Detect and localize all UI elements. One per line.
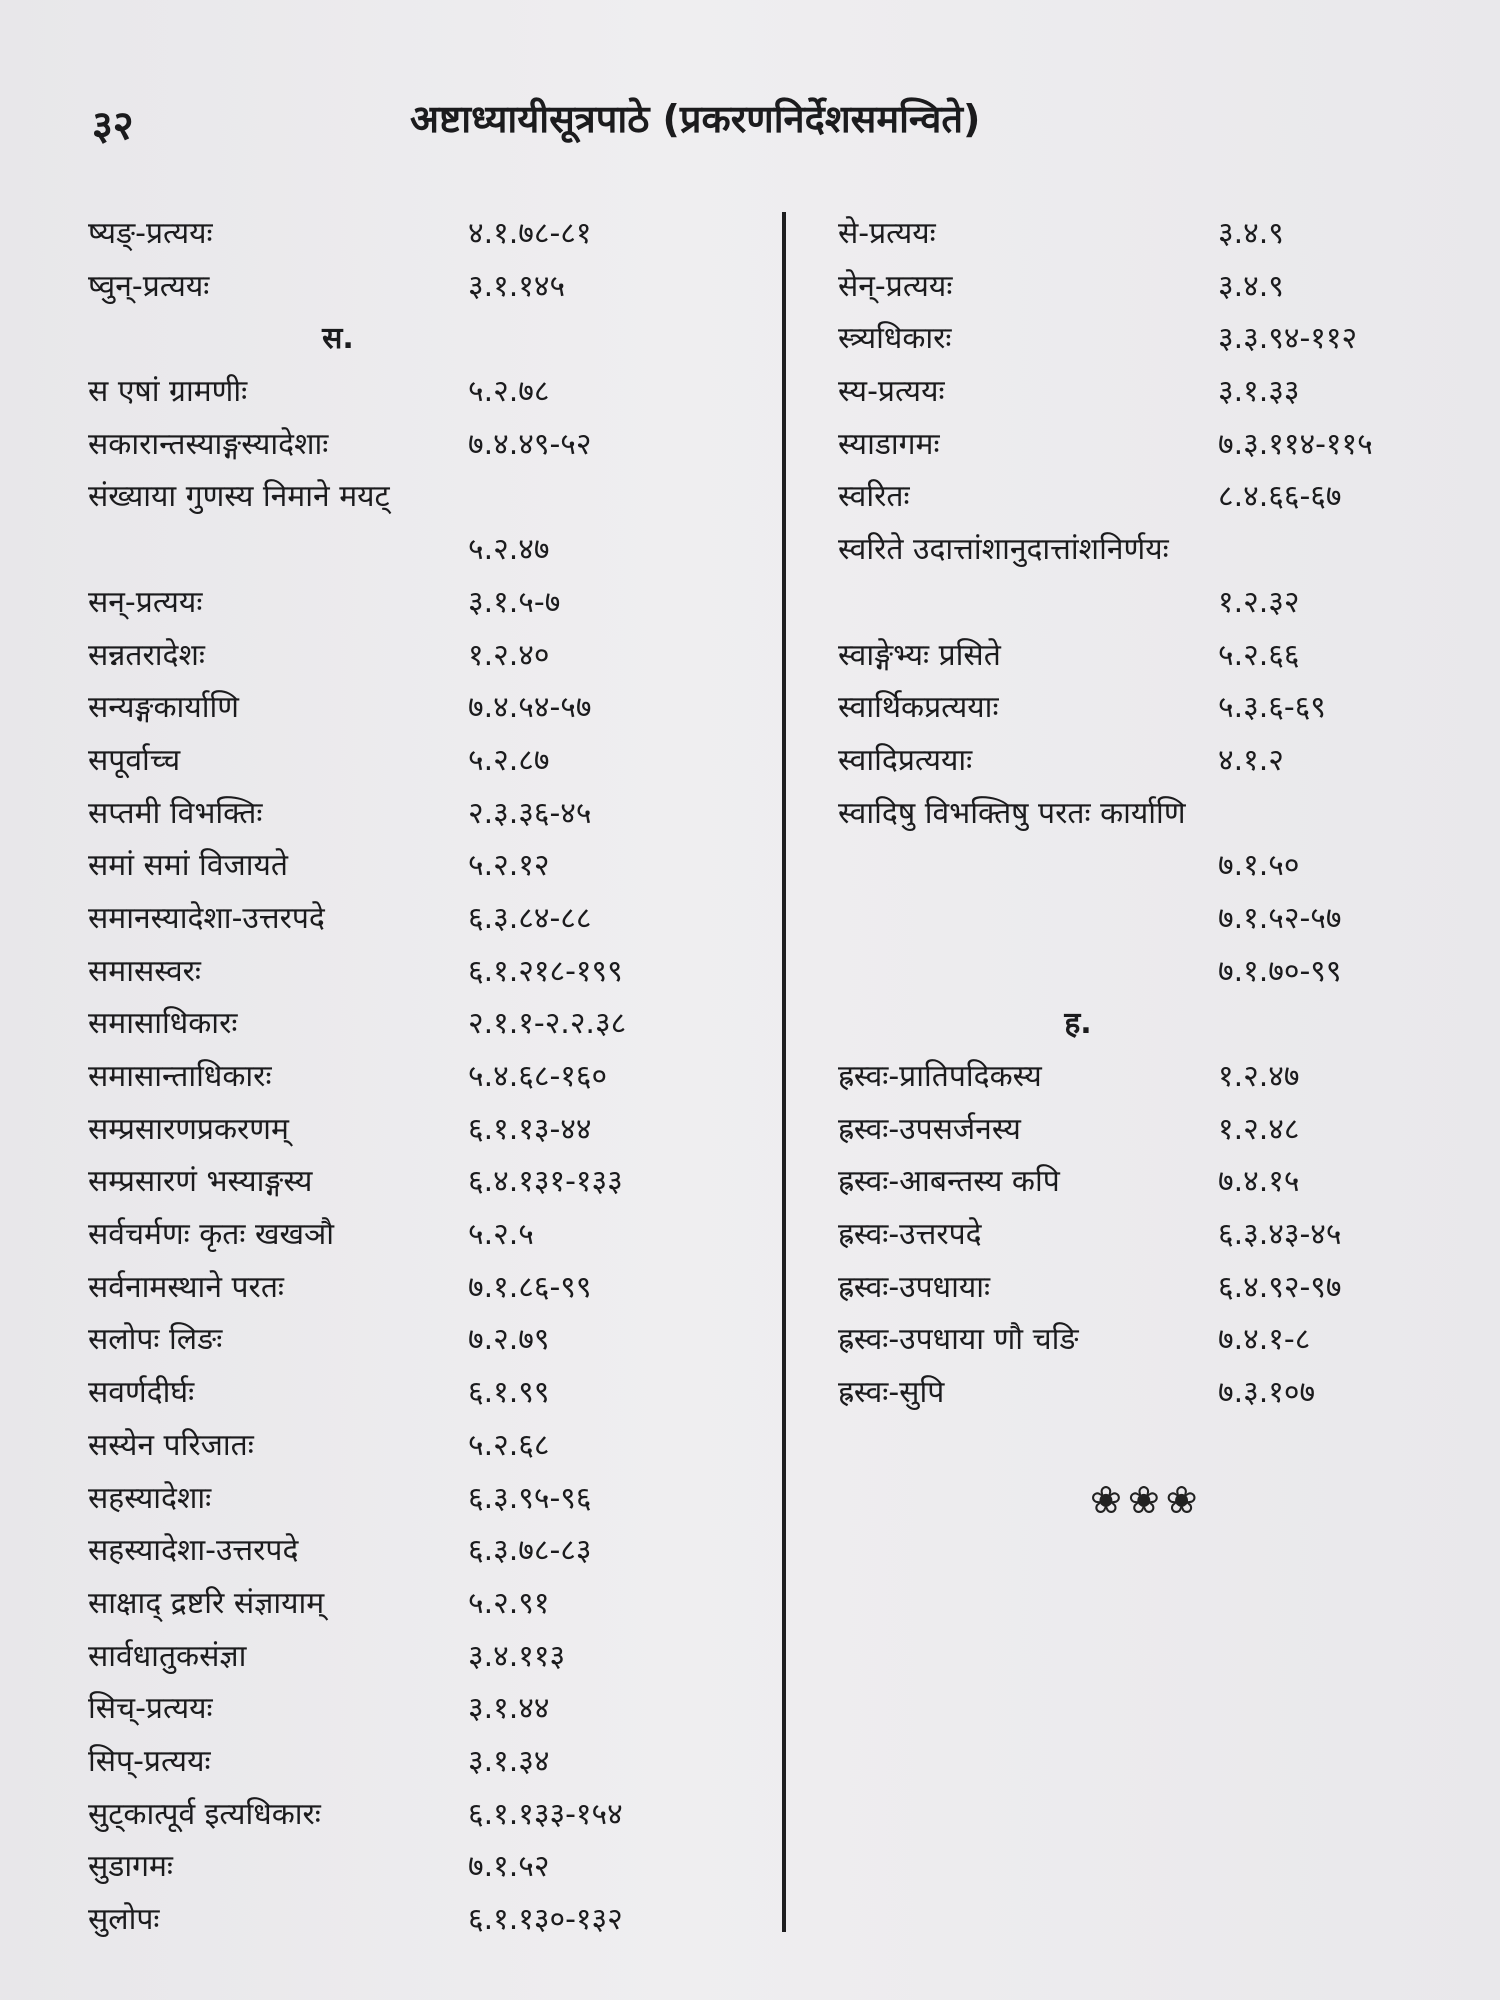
entry-sutra-reference: ५.२.९१ bbox=[468, 1585, 550, 1621]
entry-term: ह्रस्वः-उपधाया णौ चङि bbox=[838, 1322, 1079, 1358]
entry-sutra-reference: ६.१.२१८-१९९ bbox=[468, 953, 623, 989]
index-entry bbox=[88, 1209, 768, 1262]
entry-sutra-reference: ६.१.९९ bbox=[468, 1375, 550, 1411]
index-entry bbox=[88, 1736, 768, 1789]
entry-sutra-reference: ६.४.१३१-१३३ bbox=[468, 1164, 623, 1200]
entry-term: स्य-प्रत्ययः bbox=[838, 374, 945, 410]
entry-sutra-reference: ३.१.३३ bbox=[1218, 374, 1300, 410]
index-entry bbox=[838, 946, 1458, 999]
index-entry bbox=[88, 208, 768, 261]
section-letter: स. bbox=[322, 321, 354, 357]
entry-sutra-reference: ५.२.८७ bbox=[468, 742, 550, 778]
entry-sutra-reference: ५.२.६८ bbox=[468, 1427, 550, 1463]
index-entry bbox=[88, 998, 768, 1051]
entry-sutra-reference: ४.१.७८-८१ bbox=[468, 216, 592, 251]
entry-term: समासाधिकारः bbox=[88, 1006, 238, 1042]
entry-sutra-reference: ७.४.४९-५२ bbox=[468, 426, 592, 462]
index-entry bbox=[88, 1631, 768, 1684]
entry-sutra-reference: ७.४.१५ bbox=[1218, 1164, 1300, 1200]
index-entry bbox=[838, 208, 1458, 261]
entry-sutra-reference: ७.४.१-८ bbox=[1218, 1322, 1311, 1358]
index-entry bbox=[838, 1104, 1458, 1157]
entry-sutra-reference: ३.४.९ bbox=[1218, 268, 1284, 304]
entry-term: सर्वनामस्थाने परतः bbox=[88, 1269, 284, 1305]
entry-term: स्वाङ्गेभ्यः प्रसिते bbox=[838, 637, 1001, 673]
index-entry bbox=[88, 471, 768, 524]
entry-term: सुट्कात्पूर्व इत्यधिकारः bbox=[88, 1796, 321, 1832]
entry-sutra-reference: २.१.१-२.२.३८ bbox=[468, 1006, 627, 1042]
index-entry bbox=[88, 1473, 768, 1526]
index-entry bbox=[88, 1894, 768, 1947]
index-entry bbox=[88, 524, 768, 577]
entry-sutra-reference: ७.१.८६-९९ bbox=[468, 1269, 592, 1305]
entry-sutra-reference: ६.१.१३-४४ bbox=[468, 1111, 592, 1147]
entry-sutra-reference: ३.१.५-७ bbox=[468, 584, 561, 620]
entry-term: सप्तमी विभक्तिः bbox=[88, 795, 263, 831]
entry-sutra-reference: ३.१.४४ bbox=[468, 1691, 550, 1727]
entry-sutra-reference: ७.३.११४-११५ bbox=[1218, 426, 1373, 462]
index-entry bbox=[838, 419, 1458, 472]
entry-sutra-reference: १.२.३२ bbox=[1218, 584, 1300, 620]
entry-sutra-reference: ७.३.१०७ bbox=[1218, 1375, 1316, 1411]
index-entry bbox=[88, 366, 768, 419]
column-divider bbox=[782, 212, 786, 1932]
entry-sutra-reference: ७.१.५० bbox=[1218, 848, 1300, 884]
index-entry bbox=[838, 630, 1458, 683]
entry-sutra-reference: ७.४.५४-५७ bbox=[468, 690, 592, 726]
index-entry bbox=[88, 1156, 768, 1209]
index-entry bbox=[838, 788, 1458, 841]
entry-sutra-reference: ३.३.९४-११२ bbox=[1218, 321, 1358, 357]
entry-sutra-reference: ७.१.५२-५७ bbox=[1218, 900, 1342, 936]
entry-term: सपूर्वाच्च bbox=[88, 742, 181, 778]
page-number: ३२ bbox=[92, 103, 134, 149]
entry-sutra-reference: ७.२.७९ bbox=[468, 1322, 550, 1358]
entry-term: ह्रस्वः-आबन्तस्य कपि bbox=[838, 1164, 1060, 1200]
entry-term: सम्प्रसारणप्रकरणम् bbox=[88, 1111, 289, 1147]
entry-term: ष्वुन्-प्रत्ययः bbox=[88, 268, 210, 304]
right-index-column bbox=[838, 208, 1458, 1420]
index-entry bbox=[88, 419, 768, 472]
entry-term: स्वरितः bbox=[838, 479, 910, 515]
entry-term: स एषां ग्रामणीः bbox=[88, 374, 248, 410]
entry-term: सहस्यादेशा-उत्तरपदे bbox=[88, 1533, 299, 1569]
entry-sutra-reference: ५.२.७८ bbox=[468, 374, 550, 410]
entry-term: समां समां विजायते bbox=[88, 848, 289, 884]
index-entry bbox=[88, 261, 768, 314]
index-entry bbox=[838, 1367, 1458, 1420]
entry-term: स्याडागमः bbox=[838, 426, 940, 462]
index-entry bbox=[838, 1209, 1458, 1262]
section-heading bbox=[88, 313, 768, 366]
page-title: अष्टाध्यायीसूत्रपाठे (प्रकरणनिर्देशसमन्विते) bbox=[410, 97, 981, 141]
index-entry bbox=[88, 1789, 768, 1842]
entry-sutra-reference: ६.१.१३३-१५४ bbox=[468, 1796, 623, 1832]
left-index-column bbox=[88, 208, 768, 1947]
entry-term: स्त्र्यधिकारः bbox=[838, 321, 952, 357]
entry-term: साक्षाद् द्रष्टरि संज्ञायाम् bbox=[88, 1585, 325, 1621]
end-ornament-icon: ❀❀❀ bbox=[1090, 1478, 1204, 1522]
index-entry bbox=[88, 735, 768, 788]
index-entry bbox=[88, 1314, 768, 1367]
index-entry bbox=[838, 1051, 1458, 1104]
entry-sutra-reference: ५.२.६६ bbox=[1218, 637, 1300, 673]
entry-sutra-reference: ३.४.९ bbox=[1218, 216, 1284, 251]
entry-term: सुडागमः bbox=[88, 1849, 173, 1885]
entry-term: सार्वधातुकसंज्ञा bbox=[88, 1638, 247, 1674]
entry-term: संख्याया गुणस्य निमाने मयट् bbox=[88, 479, 390, 515]
entry-term: समासान्ताधिकारः bbox=[88, 1059, 272, 1094]
entry-sutra-reference: ६.३.८४-८८ bbox=[468, 900, 592, 936]
index-entry bbox=[88, 1104, 768, 1157]
index-entry bbox=[88, 1262, 768, 1315]
entry-sutra-reference: १.२.४० bbox=[468, 637, 550, 673]
index-entry bbox=[838, 1156, 1458, 1209]
entry-sutra-reference: ५.४.६८-१६० bbox=[468, 1059, 608, 1094]
entry-sutra-reference: ५.३.६-६९ bbox=[1218, 690, 1326, 726]
section-letter: ह. bbox=[1064, 1006, 1092, 1042]
entry-sutra-reference: ३.१.१४५ bbox=[468, 268, 566, 304]
index-entry bbox=[88, 893, 768, 946]
entry-term: सम्प्रसारणं भस्याङ्गस्य bbox=[88, 1164, 313, 1200]
entry-sutra-reference: ३.१.३४ bbox=[468, 1743, 550, 1779]
entry-term: स्वार्थिकप्रत्ययाः bbox=[838, 690, 999, 726]
index-entry bbox=[88, 1841, 768, 1894]
entry-term: स्वादिषु विभक्तिषु परतः कार्याणि bbox=[838, 795, 1186, 831]
index-entry bbox=[838, 735, 1458, 788]
entry-term: सर्वचर्मणः कृतः खखञौ bbox=[88, 1217, 335, 1253]
index-entry bbox=[838, 366, 1458, 419]
index-entry bbox=[838, 1314, 1458, 1367]
index-entry bbox=[838, 313, 1458, 366]
page-header bbox=[0, 88, 1500, 148]
entry-sutra-reference: १.२.४८ bbox=[1218, 1111, 1300, 1147]
entry-term: ह्रस्वः-उपधायाः bbox=[838, 1269, 991, 1305]
index-entry bbox=[88, 1420, 768, 1473]
entry-term: सन्-प्रत्ययः bbox=[88, 584, 203, 620]
entry-term: ह्रस्वः-उत्तरपदे bbox=[838, 1217, 982, 1253]
entry-term: सहस्यादेशाः bbox=[88, 1480, 212, 1516]
index-entry bbox=[88, 577, 768, 630]
index-entry bbox=[838, 577, 1458, 630]
entry-term: सिप्-प्रत्ययः bbox=[88, 1743, 211, 1779]
entry-term: ह्रस्वः-प्रातिपदिकस्य bbox=[838, 1059, 1042, 1094]
entry-sutra-reference: ८.४.६६-६७ bbox=[1218, 479, 1342, 515]
index-entry bbox=[838, 682, 1458, 735]
index-entry bbox=[838, 893, 1458, 946]
entry-sutra-reference: ५.२.१२ bbox=[468, 848, 550, 884]
entry-term: स्वरिते उदात्तांशानुदात्तांशनिर्णयः bbox=[838, 532, 1169, 568]
entry-sutra-reference: ७.१.५२ bbox=[468, 1849, 550, 1885]
index-entry bbox=[88, 1578, 768, 1631]
entry-sutra-reference: ६.३.९५-९६ bbox=[468, 1480, 592, 1516]
index-entry bbox=[838, 471, 1458, 524]
entry-sutra-reference: ६.३.४३-४५ bbox=[1218, 1217, 1342, 1253]
entry-sutra-reference: ७.१.७०-९९ bbox=[1218, 953, 1342, 989]
entry-term: से-प्रत्ययः bbox=[838, 216, 936, 251]
entry-term: सलोपः लिङः bbox=[88, 1322, 223, 1358]
entry-sutra-reference: ६.४.९२-९७ bbox=[1218, 1269, 1342, 1305]
entry-sutra-reference: ६.३.७८-८३ bbox=[468, 1533, 592, 1569]
entry-sutra-reference: १.२.४७ bbox=[1218, 1059, 1300, 1094]
index-entry bbox=[838, 261, 1458, 314]
index-entry bbox=[88, 840, 768, 893]
entry-term: ह्रस्वः-उपसर्जनस्य bbox=[838, 1111, 1021, 1147]
index-entry bbox=[88, 1367, 768, 1420]
section-heading bbox=[838, 998, 1458, 1051]
entry-sutra-reference: ५.२.४७ bbox=[468, 532, 550, 568]
entry-term: सन्यङ्गकार्याणि bbox=[88, 690, 239, 726]
entry-sutra-reference: ५.२.५ bbox=[468, 1217, 534, 1253]
entry-term: सस्येन परिजातः bbox=[88, 1427, 254, 1463]
index-entry bbox=[88, 630, 768, 683]
index-entry bbox=[88, 946, 768, 999]
entry-term: सवर्णदीर्घः bbox=[88, 1375, 195, 1411]
entry-sutra-reference: २.३.३६-४५ bbox=[468, 795, 592, 831]
index-entry bbox=[88, 1683, 768, 1736]
entry-term: समासस्वरः bbox=[88, 953, 201, 989]
index-entry bbox=[88, 1525, 768, 1578]
index-entry bbox=[838, 840, 1458, 893]
entry-term: समानस्यादेशा-उत्तरपदे bbox=[88, 900, 325, 936]
index-entry bbox=[88, 682, 768, 735]
entry-term: सन्नतरादेशः bbox=[88, 637, 205, 673]
entry-sutra-reference: ६.१.१३०-१३२ bbox=[468, 1902, 623, 1937]
entry-term: ष्यङ्-प्रत्ययः bbox=[88, 216, 213, 251]
entry-sutra-reference: ३.४.११३ bbox=[468, 1638, 566, 1674]
index-entry bbox=[838, 524, 1458, 577]
index-entry bbox=[88, 1051, 768, 1104]
index-entry bbox=[838, 1262, 1458, 1315]
entry-sutra-reference: ४.१.२ bbox=[1218, 742, 1284, 778]
index-entry bbox=[88, 788, 768, 841]
entry-term: सेन्-प्रत्ययः bbox=[838, 268, 953, 304]
entry-term: ह्रस्वः-सुपि bbox=[838, 1375, 945, 1411]
entry-term: सुलोपः bbox=[88, 1902, 160, 1937]
entry-term: सिच्-प्रत्ययः bbox=[88, 1691, 213, 1727]
entry-term: स्वादिप्रत्ययाः bbox=[838, 742, 973, 778]
entry-term: सकारान्तस्याङ्गस्यादेशाः bbox=[88, 426, 329, 462]
